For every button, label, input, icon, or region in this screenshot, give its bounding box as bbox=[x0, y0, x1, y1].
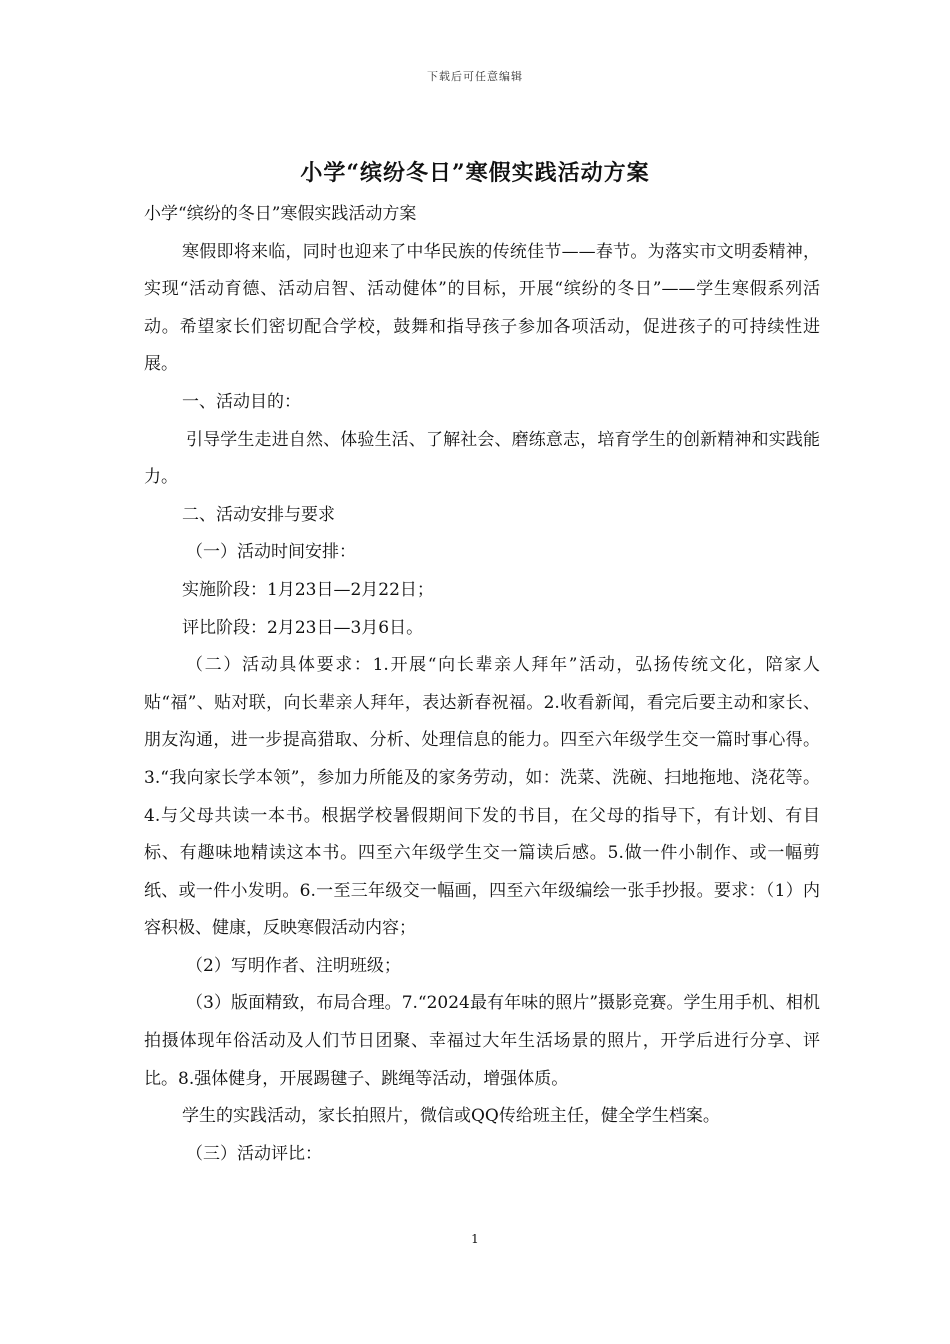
requirement-3: （3）版面精致，布局合理。7.“2024最有年味的照片”摄影竞赛。学生用手机、相机拍摄体现年俗活动及人们节日团聚、幸福过大年生活场景的照片，开学后进行分享、评比。8.强体健身，开展踢毽子、跳绳等活动，增强体质。 bbox=[144, 993, 820, 1089]
document-body bbox=[144, 196, 820, 1173]
requirement-2: （2）写明作者、注明班级； bbox=[186, 955, 401, 976]
subsection-2-text: （二）活动具体要求：1.开展“向长辈亲人拜年”活动，弘扬传统文化，陪家人贴“福”、贴对联，向长辈亲人拜年，表达新春祝福。2.收看新闻，看完后要主动和家长、朋友沟通，进一步提高猎取、分析、处理信息的能力。四至六年级学生交一篇时事心得。3.“我向家长学本领”，参加力所能及的家务劳动，如：洗菜、洗碗、扫地拖地、浇花等。4.与父母共读一本书。根据学校暑假期间下发的书目，在父母的指导下，有计划、有目标、有趣味地精读这本书。四至六年级学生交一篇读后感。5.做一件小制作、或一幅剪纸、或一件小发明。6.一至三年级交一幅画，四至六年级编绘一张手抄报。要求：（1）内容积极、健康，反映寒假活动内容； bbox=[144, 655, 820, 939]
page-number: 1 bbox=[471, 1232, 479, 1246]
intro-paragraph: 寒假即将来临，同时也迎来了中华民族的传统佳节——春节。为落实市文明委精神，实现“活动育德、活动启智、活动健体”的目标，开展“缤纷的冬日”——学生寒假系列活动。希望家长们密切配合学校，鼓舞和指导孩子参加各项活动，促进孩子的可持续性进展。 bbox=[144, 241, 820, 375]
photo-note: 学生的实践活动，家长拍照片，微信或QQ传给班主任，健全学生档案。 bbox=[182, 1106, 720, 1127]
page-header-note: 下载后可任意编辑 bbox=[427, 70, 523, 83]
subsection-1-heading: （一）活动时间安排： bbox=[186, 542, 356, 563]
subtitle-line: 小学“缤纷的冬日”寒假实践活动方案 bbox=[144, 204, 417, 224]
section-1-text: 引导学生走进自然、体验生活、了解社会、磨练意志，培育学生的创新精神和实践能力。 bbox=[144, 429, 820, 488]
section-1-heading: 一、活动目的： bbox=[182, 391, 301, 412]
stage-evaluation: 评比阶段：2月23日—3月6日。 bbox=[182, 617, 424, 638]
document-title: 小学“缤纷冬日”寒假实践活动方案 bbox=[300, 160, 650, 186]
section-2-heading: 二、活动安排与要求 bbox=[182, 504, 335, 525]
stage-implementation: 实施阶段：1月23日—2月22日； bbox=[182, 579, 434, 600]
subsection-3-heading: （三）活动评比： bbox=[186, 1143, 322, 1164]
